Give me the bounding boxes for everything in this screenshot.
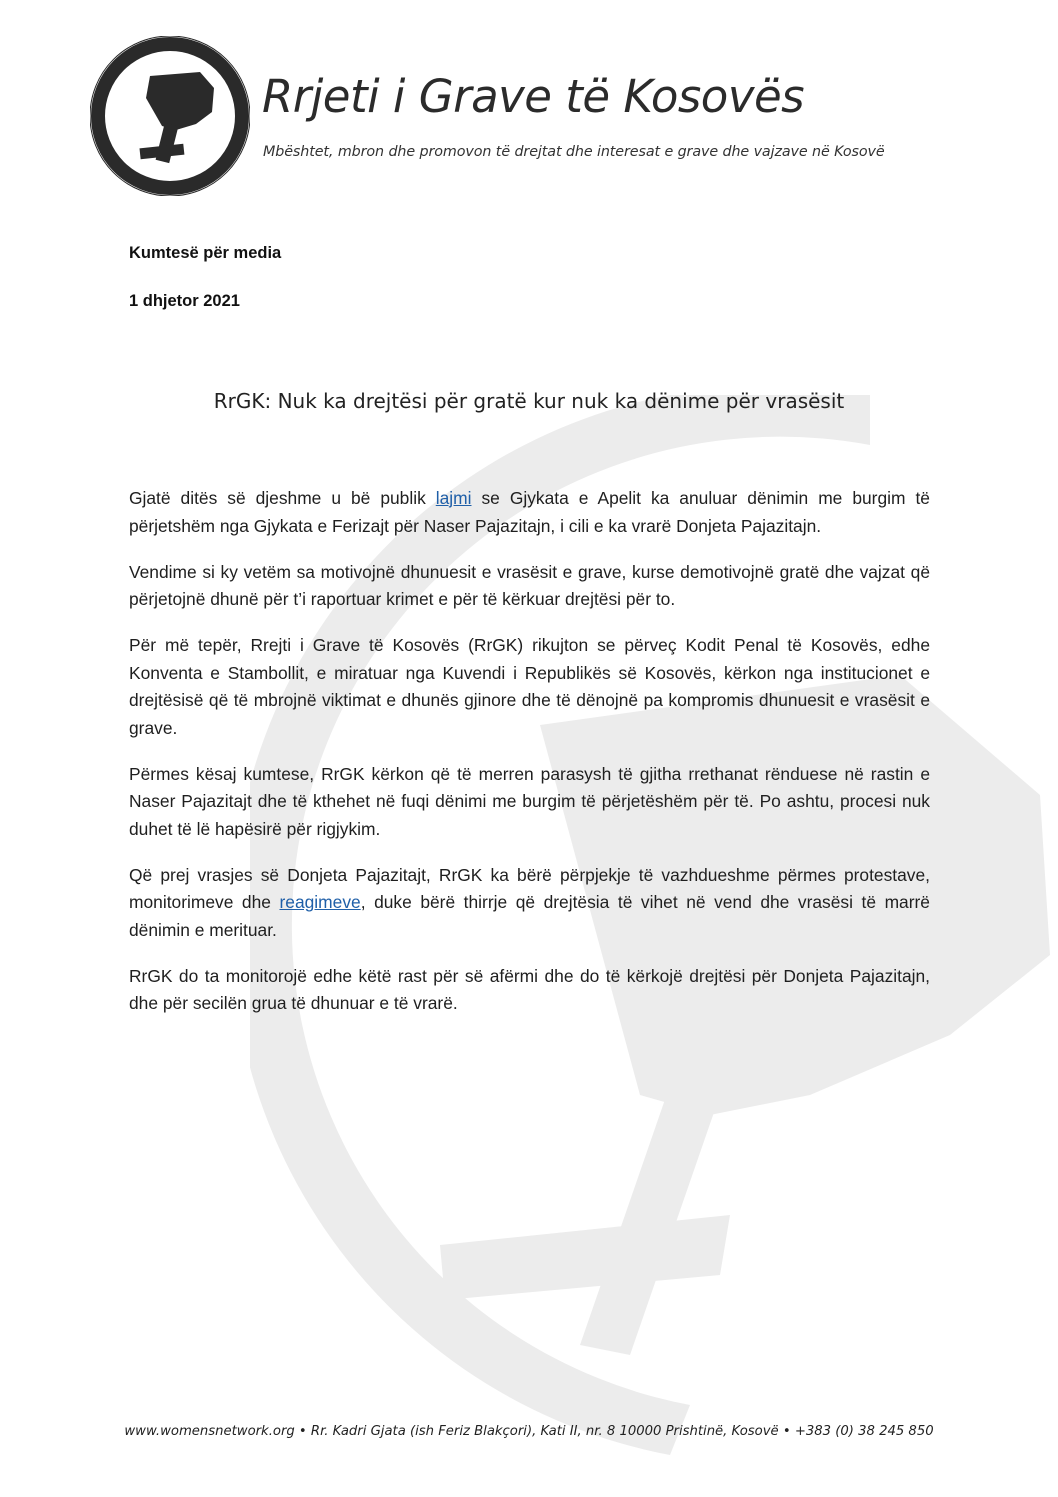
paragraph-5: Që prej vrasjes së Donjeta Pajazitajt, RrGK ka bërë përpjekje të vazhdueshme përmes protestave, monitorimeve dhe reagimeve, duke bërë thirrje që drejtësia të vihet në vend dhe vrasësi të marrë dënimin e merituar. [129,864,930,940]
org-tagline: Mbështet, mbron dhe promovon të drejtat dhe interesat e grave dhe vajzave në Kosovë [263,144,885,160]
footer-contact: www.womensnetwork.org • Rr. Kadri Gjata (ish Feriz Blakçori), Kati II, nr. 8 10000 Prishtinë, Kosovë • +383 (0) 38 245 850 [124,1424,934,1439]
org-title: Rrjeti i Grave të Kosovës [262,70,805,123]
press-release-body [129,485,930,1036]
document-date: 1 dhjetor 2021 [129,292,240,310]
document-type: Kumtesë për media [129,244,282,262]
press-release-headline: RrGK: Nuk ka drejtësi për gratë kur nuk ka dënime për vrasësit [213,389,845,413]
paragraph-2: Vendime si ky vetëm sa motivojnë dhunuesit e vrasësit e grave, kurse demotivojnë gratë dhe vajzat që përjetojnë dhunë për t’i raportuar krimet e për të kërkuar drejtësi për to. [129,561,930,609]
paragraph-1: Gjatë ditës së djeshme u bë publik lajmi se Gjykata e Apelit ka anuluar dënimin me burgim të përjetshëm nga Gjykata e Ferizajt për Naser Pajazitajn, i cili e ka vrarë Donjeta Pajazitajn. [129,488,930,536]
news-link[interactable]: lajmi [435,488,472,508]
paragraph-3: Për më tepër, Rrejti i Grave të Kosovës (RrGK) rikujton se përveç Kodit Penal të Kosovës, edhe Konventa e Stambollit, e miratuar nga Kuvendi i Republikës së Kosovës, kërkon nga institucionet e drejtësisë që të mbrojnë viktimat e dhunës gjinore dhe të dënojnë pa kompromis dhunuesit e vrasësit e grave. [129,635,930,738]
network-logo [90,36,250,196]
reactions-link[interactable]: reagimeve [279,892,361,912]
paragraph-6: RrGK do ta monitorojë edhe këtë rast për së afërmi dhe do të kërkojë drejtësi për Donjeta Pajazitajn, dhe për secilën grua të dhunuar e të vrarë. [129,965,930,1013]
paragraph-4: Përmes kësaj kumtese, RrGK kërkon që të merren parasysh të gjitha rrethanat rënduese në rastin e Naser Pajazitajt dhe të kthehet në fuqi dënimi me burgim të përjetëshëm për të. Po ashtu, procesi nuk duhet të lë hapësirë për rigjykim. [129,763,930,839]
